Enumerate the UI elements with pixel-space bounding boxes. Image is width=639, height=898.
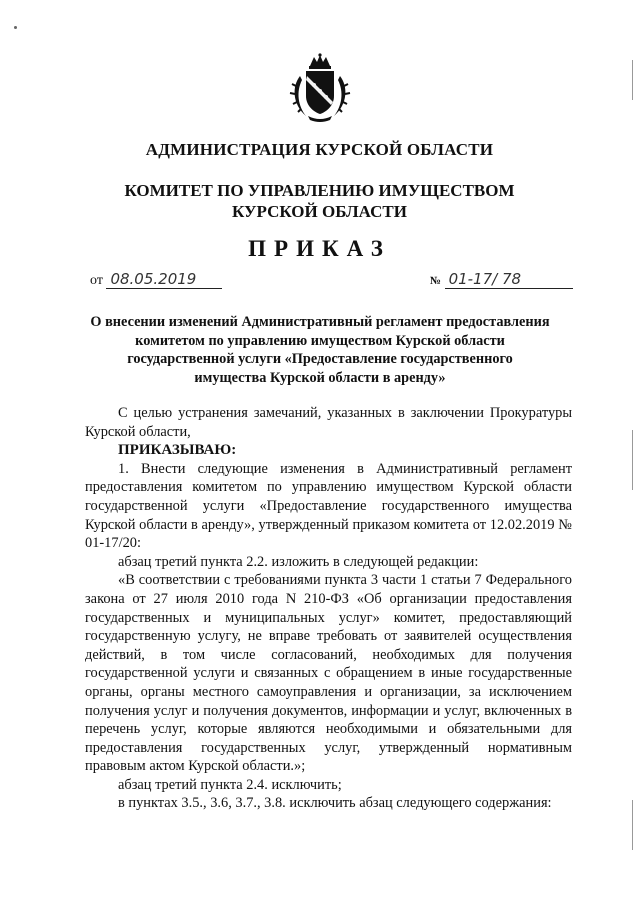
date-prefix: от bbox=[90, 273, 103, 288]
administration-heading: АДМИНИСТРАЦИЯ КУРСКОЙ ОБЛАСТИ bbox=[145, 140, 494, 159]
document-date bbox=[90, 270, 222, 289]
title-line: О внесении изменений Административный регламент предоставления bbox=[90, 314, 550, 330]
body-paragraph: «В соответствии с требованиями пункта 3 части 1 статьи 7 Федерального закона от 27 июля 2010 года N 210-ФЗ «Об организации предоставления государственных и муниципальных услуг» комитет, предоставляющий государственную услугу, не вправе требовать от заявителей осуществления действий, в том числе согласований, необходимых для получения государственной услуги и связанных с обращением в иные государственные органы, органы местного самоуправления и организации, за исключением получения услуг и получения документов, информации и услуг, включенных в перечень услуг, которые являются необходимыми и обязательными для предоставления государственных услуг, утвержденный нормативным правовым актом Курской области.»; bbox=[85, 572, 572, 775]
document-body bbox=[85, 404, 572, 813]
committee-heading bbox=[0, 180, 639, 222]
body-paragraph: С целью устранения замечаний, указанных в заключении Прокуратуры Курской области, bbox=[85, 405, 572, 440]
title-line: комитетом по управлению имуществом Курской области bbox=[135, 332, 505, 349]
scan-edge-line bbox=[632, 430, 633, 490]
committee-heading-line1: КОМИТЕТ ПО УПРАВЛЕНИЮ ИМУЩЕСТВОМ bbox=[124, 181, 515, 200]
document-title bbox=[70, 313, 570, 387]
body-paragraph: абзац третий пункта 2.4. исключить; bbox=[118, 776, 342, 793]
title-line: государственной услуги «Предоставление государственного bbox=[127, 351, 513, 367]
number-handwritten-value: 01-17/ 78 bbox=[445, 270, 573, 289]
scan-edge-line bbox=[632, 60, 633, 100]
committee-heading-line2: КУРСКОЙ ОБЛАСТИ bbox=[232, 202, 407, 221]
body-paragraph: 1. Внести следующие изменения в Административный регламент предоставления комитетом по управлению имуществом Курской области государственной услуги «Предоставление государственного имущества Курской области в аренду», утвержденный приказом комитета от 12.02.2019 № 01-17/20: bbox=[85, 460, 572, 552]
body-paragraph: в пунктах 3.5., 3.6, 3.7., 3.8. исключить абзац следующего содержания: bbox=[118, 795, 552, 812]
scan-edge-line bbox=[632, 800, 633, 850]
title-line: имущества Курской области в аренду» bbox=[194, 369, 446, 386]
coat-of-arms-icon bbox=[288, 52, 352, 124]
document-number bbox=[430, 270, 573, 289]
number-prefix: № bbox=[430, 275, 442, 287]
document-type-heading: ПРИКАЗ bbox=[248, 236, 391, 261]
order-keyword: ПРИКАЗЫВАЮ: bbox=[118, 442, 237, 459]
date-handwritten-value: 08.05.2019 bbox=[106, 270, 222, 289]
scan-artifact bbox=[14, 26, 17, 29]
body-paragraph: абзац третий пункта 2.2. изложить в следующей редакции: bbox=[118, 553, 479, 570]
